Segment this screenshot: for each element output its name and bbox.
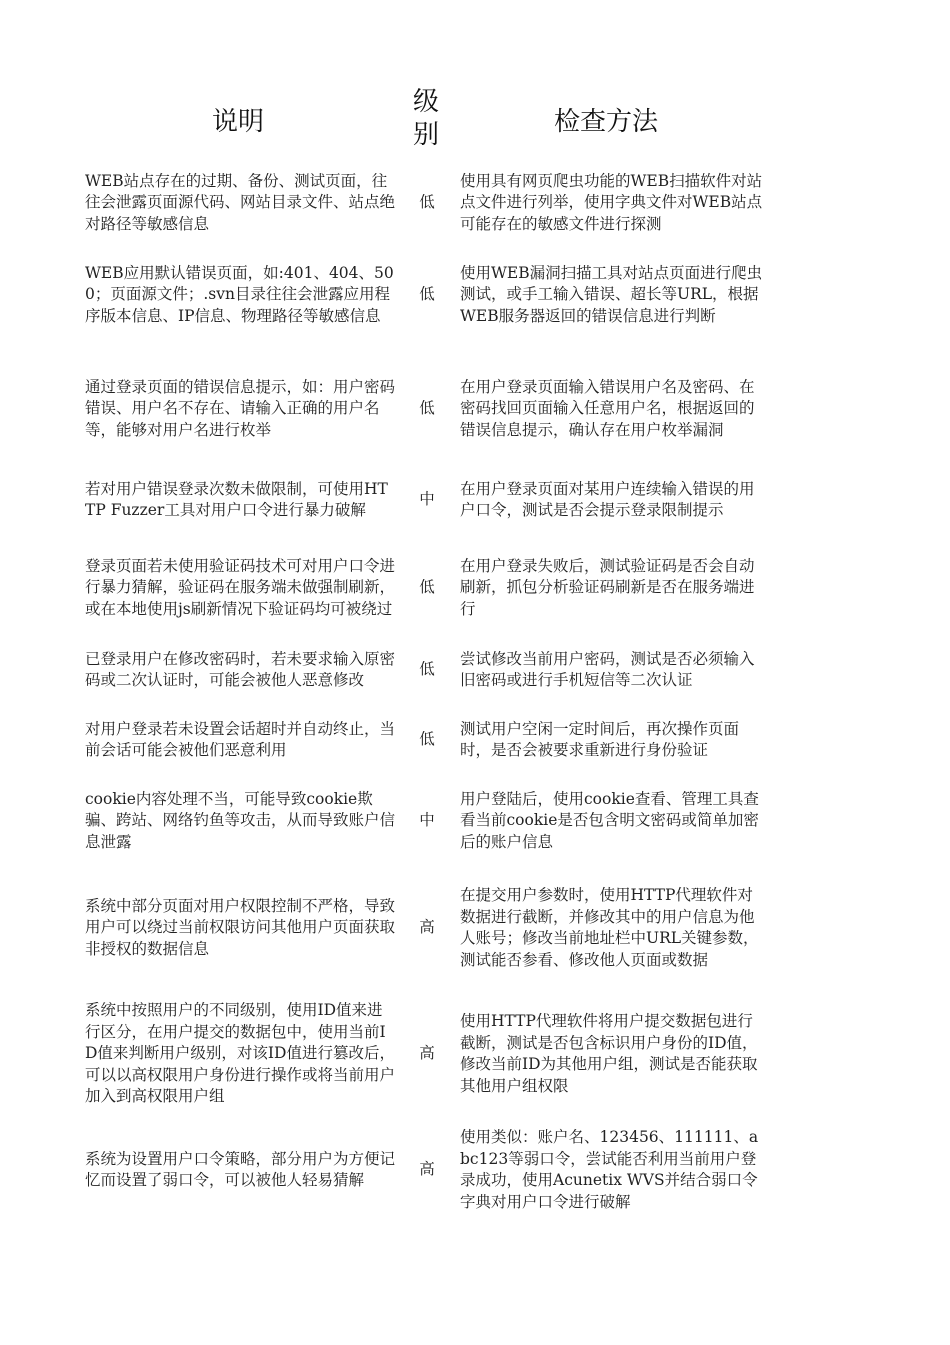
table-row — [0, 1125, 950, 1215]
table-row — [0, 787, 950, 855]
description-cell: 系统中按照用户的不同级别，使用ID值来进行区分，在用户提交的数据包中，使用当前ID值来判断用户级别，对该ID值进行篡改后，可以以高权限用户身份进行操作或将当前用户加入到高权限用户组 — [85, 1001, 396, 1106]
method-cell: 使用HTTP代理软件将用户提交数据包进行截断，测试是否包含标识用户身份的ID值，修改当前ID为其他用户组，测试是否能获取其他用户组权限 — [460, 1012, 758, 1095]
level-cell: 低 — [419, 285, 435, 304]
level-cell: 低 — [419, 578, 435, 597]
method-header: 检查方法 — [554, 107, 659, 137]
table-row — [0, 170, 950, 236]
table-row — [0, 466, 950, 534]
level-cell: 中 — [419, 490, 435, 509]
table-row — [0, 987, 950, 1121]
table-row — [0, 365, 950, 453]
level-cell: 中 — [419, 811, 435, 830]
method-cell: 尝试修改当前用户密码，测试是否必须输入旧密码或进行手机短信等二次认证 — [460, 649, 755, 689]
description-cell: WEB站点存在的过期、备份、测试页面，往往会泄露页面源代码、网站目录文件、站点绝对路径等敏感信息 — [85, 171, 396, 233]
description-cell: 系统为设置用户口令策略，部分用户为方便记忆而设置了弱口令，可以被他人轻易猜解 — [85, 1149, 396, 1189]
description-cell: 对用户登录若未设置会话超时并自动终止，当前会话可能会被他们恶意利用 — [85, 719, 396, 759]
description-cell: 通过登录页面的错误信息提示，如：用户密码错误、用户名不存在、请输入正确的用户名等，能够对用户名进行枚举 — [85, 377, 396, 439]
method-cell: 使用具有网页爬虫功能的WEB扫描软件对站点文件进行列举，使用字典文件对WEB站点可能存在的敏感文件进行探测 — [460, 171, 763, 233]
table-row — [0, 636, 950, 704]
description-cell: 已登录用户在修改密码时，若未要求输入原密码或二次认证时，可能会被他人恶意修改 — [85, 649, 396, 689]
method-cell: 用户登陆后，使用cookie查看、管理工具查看当前cookie是否包含明文密码或简单加密后的账户信息 — [460, 789, 759, 851]
level-header: 级别 — [412, 87, 439, 150]
level-cell: 高 — [419, 1160, 435, 1179]
table-row — [0, 872, 950, 984]
level-cell: 低 — [419, 399, 435, 418]
description-cell: 登录页面若未使用验证码技术可对用户口令进行暴力猜解，验证码在服务端未做强制刷新，或在本地使用js刷新情况下验证码均可被绕过 — [85, 556, 396, 618]
description-cell: 若对用户错误登录次数未做限制，可使用HTTP Fuzzer工具对用户口令进行暴力破解 — [85, 479, 388, 519]
level-cell: 高 — [419, 918, 435, 937]
description-header: 说明 — [212, 107, 265, 137]
description-cell: WEB应用默认错误页面，如:401、404、500；页面源文件；.svn目录往往会泄露应用程序版本信息、IP信息、物理路径等敏感信息 — [85, 263, 394, 325]
level-cell: 低 — [419, 730, 435, 749]
table-row — [0, 543, 950, 633]
method-cell: 在提交用户参数时，使用HTTP代理软件对数据进行截断，并修改其中的用户信息为他人账号；修改当前地址栏中URL关键参数，测试能否参看、修改他人页面或数据 — [460, 886, 759, 969]
method-cell: 在用户登录页面对某用户连续输入错误的用户口令，测试是否会提示登录限制提示 — [460, 479, 755, 519]
table-row — [0, 716, 950, 764]
method-cell: 测试用户空闲一定时间后，再次操作页面时，是否会被要求重新进行身份验证 — [460, 719, 740, 759]
method-cell: 使用类似：账户名、123456、111111、abc123等弱口令，尝试能否利用当前用户登录成功，使用Acunetix WVS并结合弱口令字典对用户口令进行破解 — [460, 1128, 759, 1211]
level-cell: 低 — [419, 193, 435, 212]
method-cell: 使用WEB漏洞扫描工具对站点页面进行爬虫测试，或手工输入错误、超长等URL，根据WEB服务器返回的错误信息进行判断 — [460, 263, 763, 325]
method-cell: 在用户登录失败后，测试验证码是否会自动刷新，抓包分析验证码刷新是否在服务端进行 — [460, 556, 755, 618]
table-row — [0, 251, 950, 339]
level-cell: 高 — [419, 1044, 435, 1063]
level-cell: 低 — [419, 660, 435, 679]
description-cell: cookie内容处理不当，可能导致cookie欺骗、跨站、网络钓鱼等攻击，从而导致账户信息泄露 — [85, 789, 396, 851]
method-cell: 在用户登录页面输入错误用户名及密码、在密码找回页面输入任意用户名，根据返回的错误信息提示，确认存在用户枚举漏洞 — [460, 377, 755, 439]
description-cell: 系统中部分页面对用户权限控制不严格，导致用户可以绕过当前权限访问其他用户页面获取非授权的数据信息 — [85, 896, 396, 958]
